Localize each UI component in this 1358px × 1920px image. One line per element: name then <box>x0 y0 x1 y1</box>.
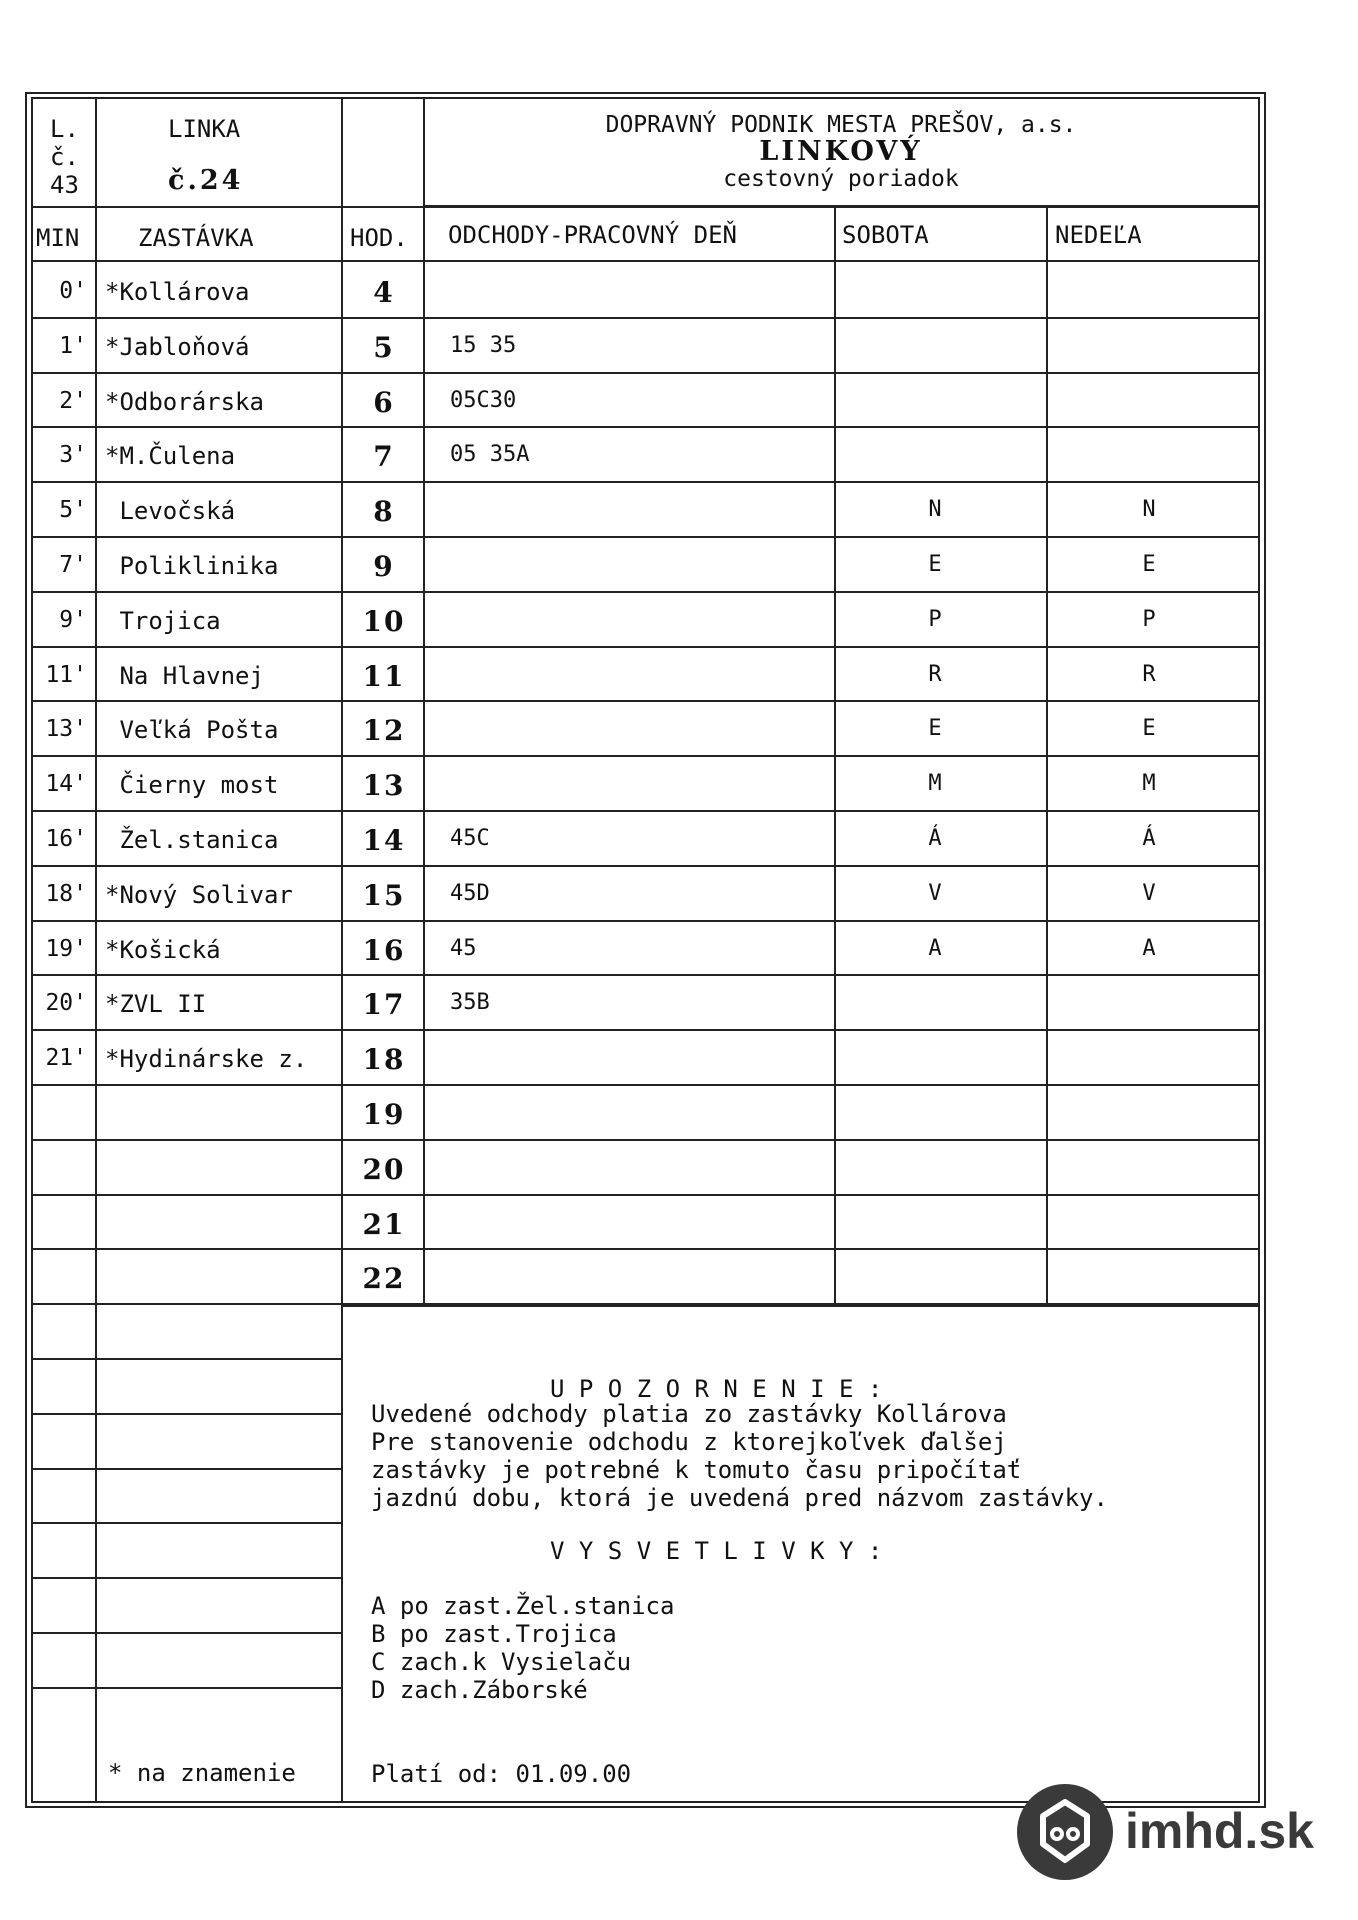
stop-minute: 14' <box>45 771 87 797</box>
stop-name: Na Hlavnej <box>105 662 264 690</box>
linka-number: č.24 <box>168 165 244 196</box>
row-line-left <box>31 1577 341 1579</box>
legend-item: B po zast.Trojica <box>371 1620 617 1648</box>
weekday-departures: 45D <box>450 881 490 906</box>
saturday-cell: E <box>928 716 942 741</box>
stop-minute: 20' <box>45 990 87 1016</box>
row-line <box>31 1139 1258 1141</box>
hour-cell: 14 <box>362 824 406 857</box>
sunday-cell: N <box>1142 497 1156 522</box>
header-divider-right <box>423 205 1258 207</box>
row-line <box>31 920 1258 922</box>
notice-heading: U P O Z O R N E N I E : <box>550 1375 883 1403</box>
stop-name: Poliklinika <box>105 552 279 580</box>
hour-cell: 4 <box>373 276 395 309</box>
row-line <box>31 755 1258 757</box>
stop-name: Veľká Pošta <box>105 716 279 744</box>
hour-cell: 6 <box>373 386 395 419</box>
saturday-cell: Á <box>928 826 942 851</box>
row-line <box>31 536 1258 538</box>
hour-cell: 19 <box>362 1098 406 1131</box>
sunday-cell: E <box>1142 552 1156 577</box>
saturday-cell: M <box>928 771 942 796</box>
weekday-departures: 05C30 <box>450 388 517 413</box>
stop-name: Trojica <box>105 607 221 635</box>
row-line <box>31 591 1258 593</box>
line-no-c: č. <box>50 143 79 171</box>
linka-label: LINKA <box>168 115 241 143</box>
weekday-departures: 05 35A <box>450 442 530 467</box>
hour-cell: 16 <box>362 934 406 967</box>
notice-line: Uvedené odchody platia zo zastávky Kollárova <box>371 1400 1007 1428</box>
row-line-left <box>31 1632 341 1634</box>
saturday-cell: V <box>928 881 942 906</box>
hour-cell: 20 <box>362 1153 406 1186</box>
saturday-cell: N <box>928 497 942 522</box>
row-line-left <box>31 1413 341 1415</box>
stop-minute: 18' <box>45 881 87 907</box>
stop-minute: 21' <box>45 1045 87 1071</box>
stop-name: *Nový Solivar <box>105 881 293 909</box>
stop-minute: 11' <box>45 662 87 688</box>
table-bottom-line <box>341 1305 1258 1307</box>
stop-name: Žel.stanica <box>105 826 279 854</box>
stop-minute: 3' <box>59 442 87 468</box>
sunday-cell: R <box>1142 662 1156 687</box>
saturday-cell: E <box>928 552 942 577</box>
stop-name: *Odborárska <box>105 388 264 416</box>
stop-minute: 19' <box>45 936 87 962</box>
row-line <box>31 426 1258 428</box>
imhd-logo-text: imhd.sk <box>1125 1803 1314 1859</box>
col-hour: HOD. <box>350 224 408 252</box>
col-stop: ZASTÁVKA <box>138 224 254 252</box>
stop-name: *Jabloňová <box>105 333 250 361</box>
row-line <box>31 1194 1258 1196</box>
request-stop-note: * na znamenie <box>108 1759 296 1787</box>
sunday-cell: E <box>1142 716 1156 741</box>
row-line <box>31 646 1258 648</box>
row-line <box>31 1029 1258 1031</box>
valid-from: Platí od: 01.09.00 <box>371 1760 632 1788</box>
row-line-left <box>31 1522 341 1524</box>
stop-minute: 13' <box>45 716 87 742</box>
row-line <box>31 372 1258 374</box>
line-no-value: 43 <box>50 171 79 199</box>
sunday-cell: A <box>1142 936 1156 961</box>
stop-minute: 16' <box>45 826 87 852</box>
stop-minute: 2' <box>59 388 87 414</box>
row-line <box>31 700 1258 702</box>
legend-heading: V Y S V E T L I V K Y : <box>550 1537 883 1565</box>
stop-name: Levočská <box>105 497 236 525</box>
stop-minute: 5' <box>59 497 87 523</box>
stop-minute: 1' <box>59 333 87 359</box>
min-column-line <box>95 97 97 1803</box>
weekday-departures: 35B <box>450 990 490 1015</box>
line-no-label: L. <box>50 115 79 143</box>
sunday-cell: P <box>1142 607 1156 632</box>
hour-cell: 5 <box>373 331 395 364</box>
hour-cell: 21 <box>362 1208 406 1241</box>
hour-cell: 10 <box>362 605 406 638</box>
col-sunday: NEDEĽA <box>1055 221 1142 249</box>
stop-name: *ZVL II <box>105 990 207 1018</box>
hour-cell: 7 <box>373 440 395 473</box>
col-min: MIN <box>36 224 80 252</box>
stop-name: *M.Čulena <box>105 442 236 470</box>
row-line <box>31 865 1258 867</box>
notice-line: jazdnú dobu, ktorá je uvedená pred názvom zastávky. <box>371 1484 1108 1512</box>
company-name: DOPRAVNÝ PODNIK MESTA PREŠOV, a.s. <box>605 112 1077 138</box>
legend-item: D zach.Záborské <box>371 1676 588 1704</box>
stop-name: *Kollárova <box>105 278 250 306</box>
stop-minute: 9' <box>59 607 87 633</box>
stop-name: Čierny most <box>105 771 279 799</box>
row-line <box>31 974 1258 976</box>
notice-line: Pre stanovenie odchodu z ktorejkoľvek ďalšej <box>371 1428 1007 1456</box>
stop-name: *Košická <box>105 936 221 964</box>
weekday-departures: 15 35 <box>450 333 517 358</box>
saturday-cell: A <box>928 936 942 961</box>
row-line-left <box>31 1687 341 1689</box>
sunday-cell: M <box>1142 771 1156 796</box>
hour-cell: 15 <box>362 879 406 912</box>
legend-item: A po zast.Žel.stanica <box>371 1592 675 1620</box>
row-line-left <box>31 1358 341 1360</box>
imhd-logo <box>1015 1782 1335 1882</box>
row-line <box>31 1084 1258 1086</box>
document-title: LINKOVÝ <box>759 136 923 167</box>
hour-cell: 8 <box>373 495 395 528</box>
sunday-cell: V <box>1142 881 1156 906</box>
saturday-cell: P <box>928 607 942 632</box>
sunday-cell: Á <box>1142 826 1156 851</box>
stop-name: *Hydinárske z. <box>105 1045 308 1073</box>
hour-cell: 11 <box>362 660 406 693</box>
stop-minute: 0' <box>59 278 87 304</box>
weekday-departures: 45 <box>450 936 477 961</box>
row-line <box>31 810 1258 812</box>
row-line <box>31 1248 1258 1250</box>
stop-column-line <box>341 97 343 1803</box>
hour-cell: 12 <box>362 714 406 747</box>
row-line <box>31 481 1258 483</box>
legend-item: C zach.k Vysielaču <box>371 1648 632 1676</box>
hour-cell: 13 <box>362 769 406 802</box>
hour-cell: 17 <box>362 988 406 1021</box>
notice-line: zastávky je potrebné k tomuto času pripočítať <box>371 1456 1022 1484</box>
hour-cell: 18 <box>362 1043 406 1076</box>
column-header-divider <box>31 260 1258 262</box>
document-subtitle: cestovný poriadok <box>723 166 959 192</box>
row-line <box>31 317 1258 319</box>
row-line-left <box>31 1468 341 1470</box>
hour-cell: 9 <box>373 550 395 583</box>
saturday-cell: R <box>928 662 942 687</box>
col-weekday: ODCHODY-PRACOVNÝ DEŇ <box>448 221 737 249</box>
hour-cell: 22 <box>362 1262 406 1295</box>
col-saturday: SOBOTA <box>842 221 929 249</box>
weekday-departures: 45C <box>450 826 490 851</box>
stop-minute: 7' <box>59 552 87 578</box>
